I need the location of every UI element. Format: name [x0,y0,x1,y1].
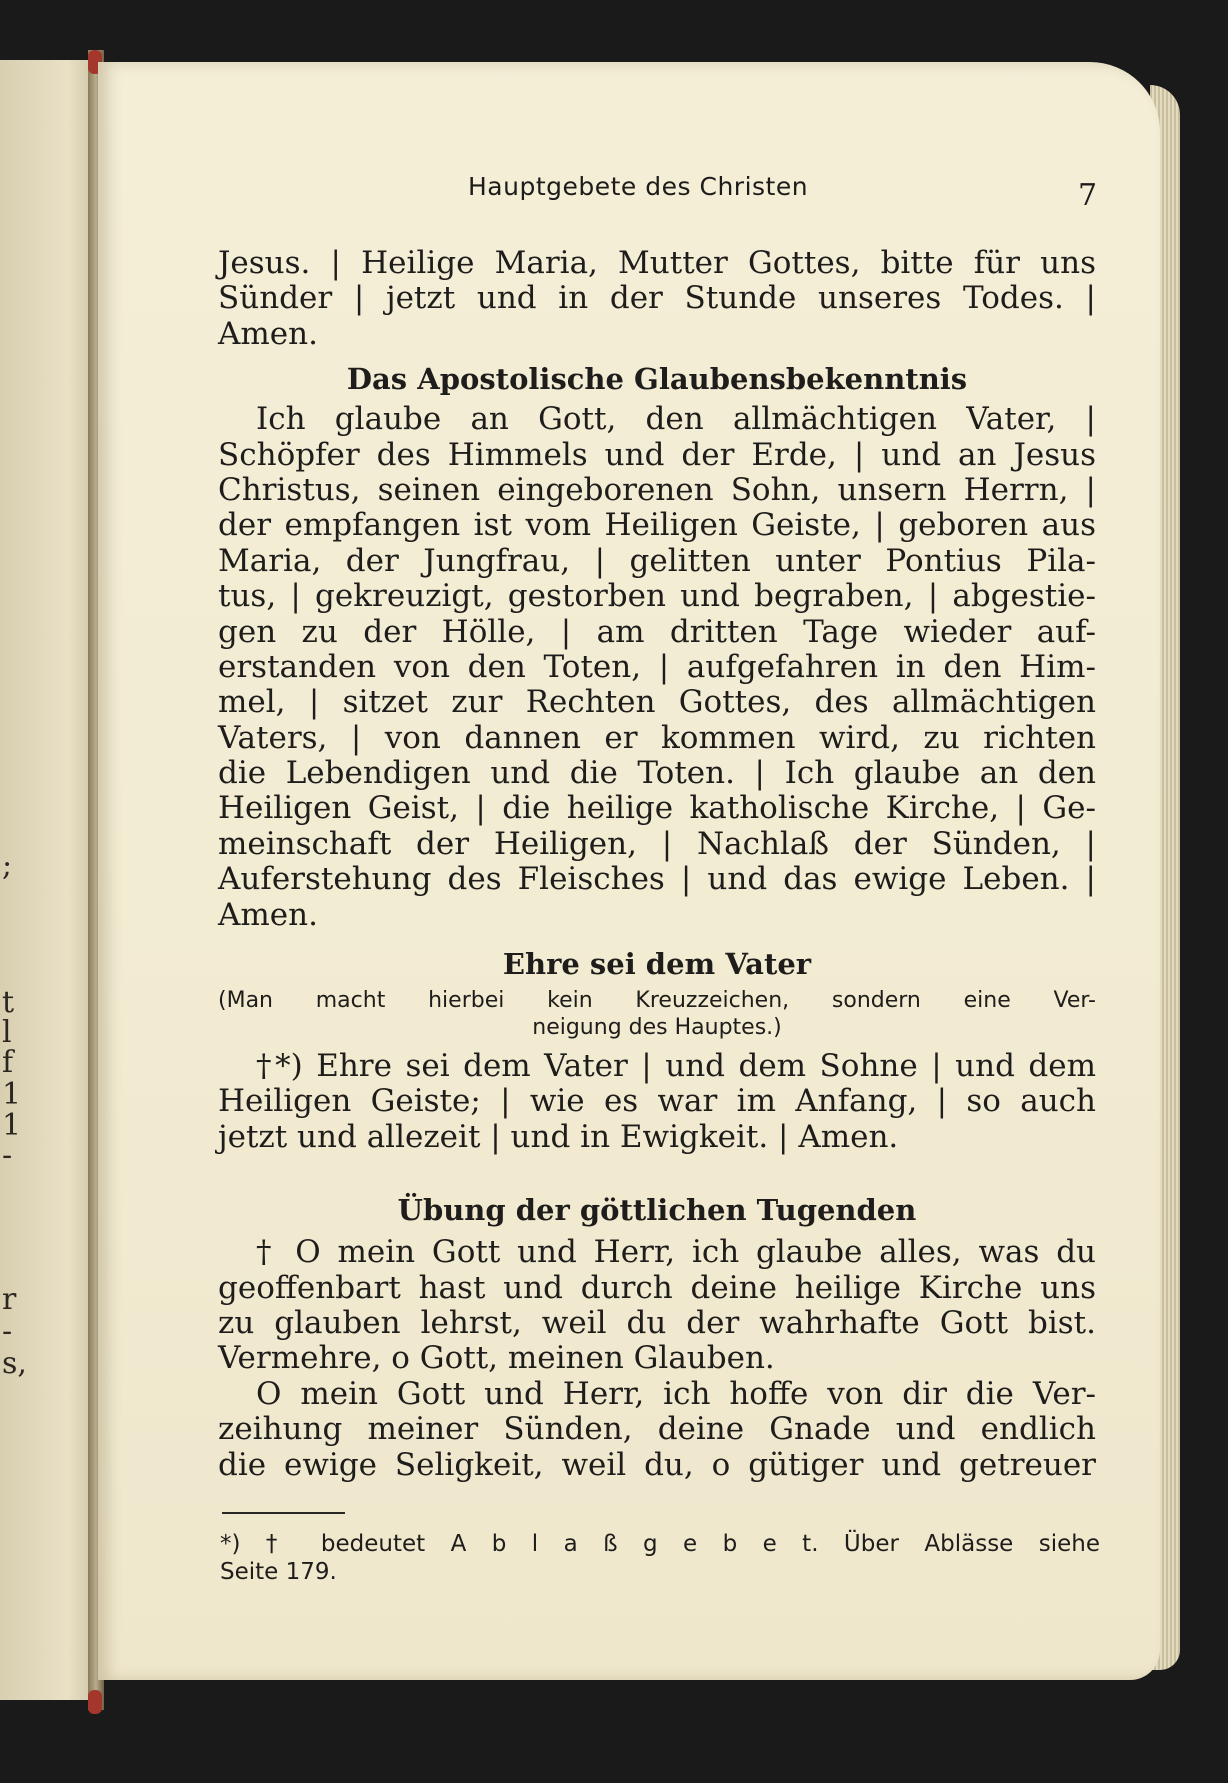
fragment: f [2,1045,14,1080]
text-line: die ewige Seligkeit, weil du, o gütiger und getreuer [218,1446,1096,1483]
text-line: erstanden von den Toten, | aufgefahren in den Him- [218,648,1096,685]
running-title: Hauptgebete des Christen [468,172,809,201]
text-line: Auferstehung des Fleisches | und das ewige Leben. | [218,861,1096,898]
footnote [220,1530,1100,1586]
text-line: Amen. [218,896,318,933]
text-line: O mein Gott und Herr, ich hoffe von dir die Ver- [256,1375,1096,1412]
text-line: die Lebendigen und die Toten. | Ich glaube an den [218,755,1096,792]
page-number: 7 [1078,178,1098,213]
fragment: r [2,1282,17,1317]
text-line: tus, | gekreuzigt, gestorben und begraben, | abgestie- [218,578,1096,615]
text-line: Schöpfer des Himmels und der Erde, | und an Jesus [218,436,1096,473]
fragment: ; [2,848,13,883]
fragment: l [2,1015,12,1050]
fragment: s, [2,1346,27,1381]
text-line: meinschaft der Heiligen, | Nachlaß der Sünden, | [218,825,1096,862]
text-line: mel, | sitzet zur Rechten Gottes, des allmächtigen [218,684,1096,721]
text-line: Ich glaube an Gott, den allmächtigen Vater, | [256,401,1096,438]
text-line: Vaters, | von dannen er kommen wird, zu richten [218,719,1096,756]
footnote-line: *) † bedeutet A b l a ß g e b e t. Über Ablässe siehe [220,1531,1100,1557]
fragment: - [2,1138,13,1173]
rubric-note: neigung des Hauptes.) [532,1015,782,1041]
text-line: gen zu der Hölle, | am dritten Tage wieder auf- [218,613,1096,650]
fragment: 1 [2,1077,22,1112]
page-header [0,168,1228,213]
text-line: †*) Ehre sei dem Vater | und dem Sohne | und dem [256,1048,1096,1085]
section-heading-creed: Das Apostolische Glaubensbekenntnis [346,362,968,397]
section-heading-gloria: Ehre sei dem Vater [502,947,812,982]
previous-page-fragments [0,60,30,1700]
text-line: Christus, seinen eingeborenen Sohn, unsern Herrn, | [218,471,1096,508]
text-line: Sünder | jetzt und in der Stunde unseres Todes. | [218,280,1096,317]
footnote-line: Seite 179. [220,1559,337,1585]
text-line: zeihung meiner Sünden, deine Gnade und endlich [218,1411,1096,1448]
fragment: t [2,985,15,1020]
text-line: † O mein Gott und Herr, ich glaube alles, was du [256,1234,1096,1271]
text-line: Maria, der Jungfrau, | gelitten unter Pontius Pila- [218,542,1096,579]
page-body [218,246,1096,1483]
fragment: - [2,1314,13,1349]
footnote-divider [222,1512,345,1514]
text-line: zu glauben lehrst, weil du der wahrhafte Gott bist. [218,1304,1096,1341]
rubric-note: (Man macht hierbei kein Kreuzzeichen, sondern eine Ver- [218,988,1096,1014]
fragment: 1 [2,1108,22,1143]
binding-thread [88,1690,102,1714]
text-line: Heiligen Geiste; | wie es war im Anfang, | so auch [218,1083,1096,1120]
text-line: der empfangen ist vom Heiligen Geiste, | geboren aus [218,507,1096,544]
text-line: Amen. [218,315,318,352]
text-line: jetzt und allezeit | und in Ewigkeit. | Amen. [218,1118,899,1155]
text-line: geoffenbart hast und durch deine heilige Kirche uns [218,1269,1096,1306]
text-line: Jesus. | Heilige Maria, Mutter Gottes, bitte für uns [218,245,1096,281]
text-line: Vermehre, o Gott, meinen Glauben. [218,1340,775,1377]
text-line: Heiligen Geist, | die heilige katholische Kirche, | Ge- [218,790,1096,827]
section-heading-virtues: Übung der göttlichen Tugenden [397,1193,917,1228]
